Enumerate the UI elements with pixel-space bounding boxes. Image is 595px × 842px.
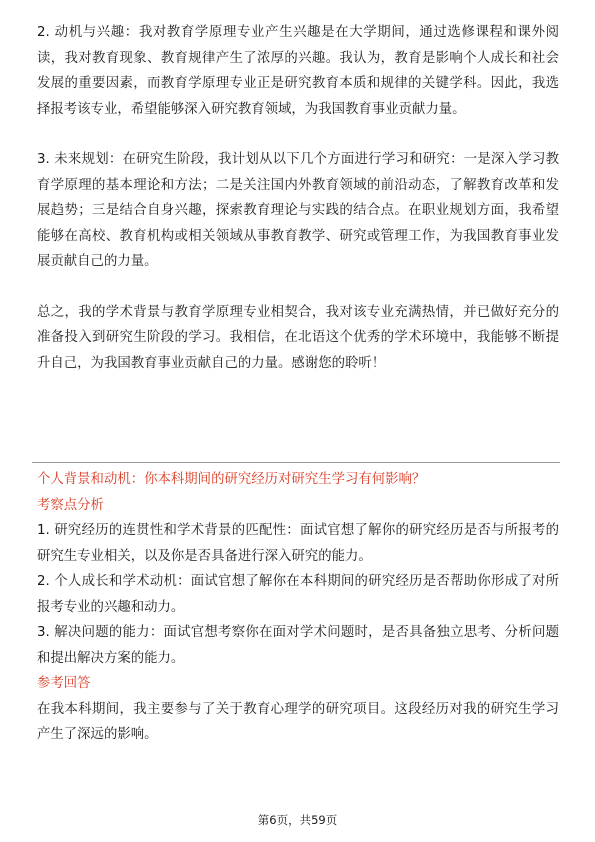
paragraph-future-plan: 3. 未来规划：在研究生阶段，我计划从以下几个方面进行学习和研究：一是深入学习教育学原理的基本理论和方法；二是关注国内外教育领域的前沿动态，了解教育改革和发展趋势；三是结合自身兴趣，探索教育理论与实践的结合点。在职业规划方面，我希望能够在高校、教育机构或相关领域从事教育教学、研究或管理工作，为我国教育事业发展贡献自己的力量。 (37, 152, 559, 269)
question-title: 个人背景和动机：你本科期间的研究经历对研究生学习有何影响？ (37, 472, 426, 487)
analysis-heading: 考察点分析 (37, 497, 104, 513)
continuation-section (37, 20, 559, 376)
analysis-point-3: 3. 解决问题的能力：面试官想考察你在面对学术问题时，是否具备独立思考、分析问题和提出解决方案的能力。 (37, 625, 559, 666)
page-number: 第6页，共59页 (257, 813, 338, 827)
paragraph-summary: 总之，我的学术背景与教育学原理专业相契合，我对该专业充满热情，并已做好充分的准备投入到研究生阶段的学习。我相信，在北语这个优秀的学术环境中，我能够不断提升自己，为我国教育事业贡献自己的力量。感谢您的聆听！ (37, 304, 559, 371)
section-divider (32, 462, 560, 463)
paragraph-motivation: 2. 动机与兴趣：我对教育学原理专业产生兴趣是在大学期间，通过选修课程和课外阅读，我对教育现象、教育规律产生了浓厚的兴趣。我认为，教育是影响个人成长和社会发展的重要因素，而教育学原理专业正是研究教育本质和规律的关键学科。因此，我选择报考该专业，希望能够深入研究教育领域，为我国教育事业贡献力量。 (37, 25, 559, 117)
answer-heading: 参考回答 (37, 676, 91, 691)
analysis-point-1: 1. 研究经历的连贯性和学术背景的匹配性：面试官想了解你的研究经历是否与所报考的研究生专业相关，以及你是否具备进行深入研究的能力。 (37, 523, 559, 564)
analysis-point-2: 2. 个人成长和学术动机：面试官想了解你在本科期间的研究经历是否帮助你形成了对所报考专业的兴趣和动力。 (37, 574, 559, 615)
question-section (37, 467, 559, 748)
answer-text: 在我本科期间，我主要参与了关于教育心理学的研究项目。这段经历对我的研究生学习产生了深远的影响。 (37, 701, 559, 742)
